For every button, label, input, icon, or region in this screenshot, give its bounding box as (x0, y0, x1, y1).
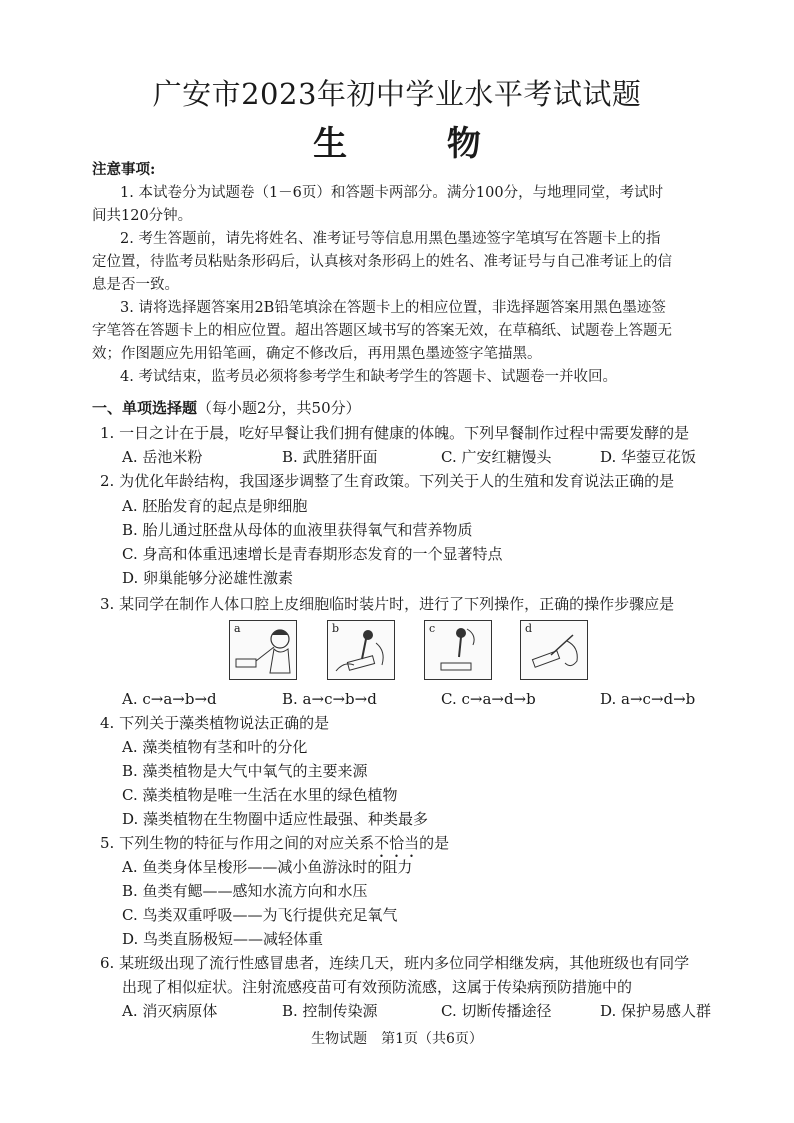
figure-label: a (234, 622, 241, 635)
note-line: 3. 请将选择题答案用2B铅笔填涂在答题卡上的相应位置，非选择题答案用黑色墨迹签 (120, 300, 666, 316)
q1-option-d: D. 华蓥豆花饭 (600, 448, 697, 466)
q3-option-b: B. a→c→b→d (282, 690, 377, 708)
section-heading (92, 398, 361, 418)
q5-stem-emphasis: 不恰当 (374, 834, 420, 852)
coverslip-illustration (521, 621, 587, 679)
figure-a (229, 620, 297, 680)
note-line: 2. 考生答题前，请先将姓名、准考证号等信息用黑色墨迹签字笔填写在答题卡上的指 (120, 231, 661, 247)
note-line: 1. 本试卷分为试题卷（1－6页）和答题卡两部分。满分100分，与地理同堂，考试时 (120, 185, 664, 201)
note-line: 字笔答在答题卡上的相应位置。超出答题区域书写的答案无效，在草稿纸、试题卷上答题无 (92, 323, 672, 339)
section-label: 一、单项选择题 (92, 399, 198, 417)
q3-option-c: C. c→a→d→b (441, 690, 536, 708)
question-6-stem-line1: 6. 某班级出现了流行性感冒患者，连续几天，班内多位同学相继发病，其他班级也有同学 (100, 954, 690, 972)
q5-option-c: C. 鸟类双重呼吸——为飞行提供充足氧气 (122, 906, 398, 924)
q4-option-b: B. 藻类植物是大气中氧气的主要来源 (122, 762, 368, 780)
q1-option-a: A. 岳池米粉 (122, 448, 203, 466)
dropper-illustration (328, 621, 394, 679)
q6-option-d: D. 保护易感人群 (600, 1002, 712, 1020)
note-line: 间共120分钟。 (92, 208, 193, 224)
figure-label: b (332, 622, 340, 635)
note-line: 定位置，待监考员粘贴条形码后，认真核对条形码上的姓名、准考证号与自己准考证上的信 (92, 254, 672, 270)
notes-heading: 注意事项: (92, 161, 156, 178)
question-1-stem: 1. 一日之计在于晨，吃好早餐让我们拥有健康的体魄。下列早餐制作过程中需要发酵的是 (100, 424, 690, 442)
q3-option-a: A. c→a→b→d (122, 690, 217, 708)
note-line: 4. 考试结束，监考员必须将参考学生和缺考学生的答题卡、试题卷一并收回。 (120, 369, 617, 385)
figure-label: c (429, 622, 436, 635)
note-line: 息是否一致。 (92, 277, 179, 293)
q2-option-b: B. 胎儿通过胚盘从母体的血液里获得氧气和营养物质 (122, 521, 473, 539)
q2-option-c: C. 身高和体重迅速增长是青春期形态发育的一个显著特点 (122, 545, 503, 563)
q5-option-b: B. 鱼类有鳃——感知水流方向和水压 (122, 882, 368, 900)
subject-title: 生 物 (313, 124, 525, 164)
q6-option-c: C. 切断传播途径 (441, 1002, 552, 1020)
q5-stem-before: 5. 下列生物的特征与作用之间的对应关系 (100, 834, 375, 852)
question-2-stem: 2. 为优化年龄结构，我国逐步调整了生育政策。下列关于人的生殖和发育说法正确的是 (100, 472, 675, 490)
q4-option-a: A. 藻类植物有茎和叶的分化 (122, 738, 308, 756)
q4-option-d: D. 藻类植物在生物圈中适应性最强、种类最多 (122, 810, 429, 828)
q2-option-d: D. 卵巢能够分泌雄性激素 (122, 569, 294, 587)
q2-option-a: A. 胚胎发育的起点是卵细胞 (122, 497, 308, 515)
mouth-swab-illustration (230, 621, 296, 679)
figure-d (520, 620, 588, 680)
q1-option-c: C. 广安红糖馒头 (441, 448, 552, 466)
question-6-stem-line2: 出现了相似症状。注射流感疫苗可有效预防流感，这属于传染病预防措施中的 (122, 978, 633, 996)
q4-option-c: C. 藻类植物是唯一生活在水里的绿色植物 (122, 786, 398, 804)
q6-option-a: A. 消灭病原体 (122, 1002, 218, 1020)
question-3-stem: 3. 某同学在制作人体口腔上皮细胞临时装片时，进行了下列操作，正确的操作步骤应是 (100, 595, 675, 613)
figure-b (327, 620, 395, 680)
section-rule: （每小题2分，共50分） (197, 399, 361, 417)
q5-stem-after: 的是 (419, 834, 450, 852)
q5-option-d: D. 鸟类直肠极短——减轻体重 (122, 930, 324, 948)
q1-option-b: B. 武胜猪肝面 (282, 448, 378, 466)
q6-option-b: B. 控制传染源 (282, 1002, 378, 1020)
figure-label: d (525, 622, 533, 635)
question-4-stem: 4. 下列关于藻类植物说法正确的是 (100, 714, 330, 732)
q5-option-a: A. 鱼类身体呈梭形——减小鱼游泳时的阻力 (122, 858, 413, 876)
q3-option-d: D. a→c→d→b (600, 690, 696, 708)
dropper-illustration (425, 621, 491, 679)
note-line: 效；作图题应先用铅笔画，确定不修改后，再用黑色墨迹签字笔描黑。 (92, 346, 542, 362)
page-footer: 生物试题 第1页（共6页） (311, 1031, 483, 1047)
figure-c (424, 620, 492, 680)
exam-title: 广安市2023年初中学业水平考试试题 (152, 77, 642, 111)
